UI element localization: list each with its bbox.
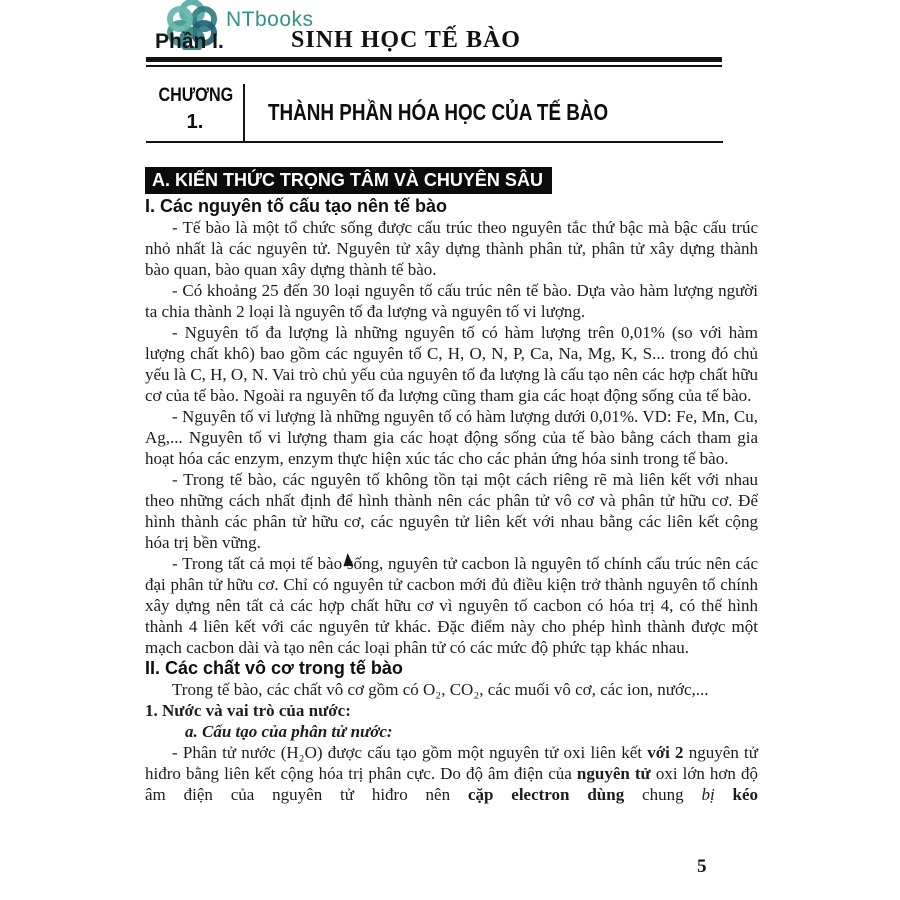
- chapter-number: 1.: [186, 111, 204, 133]
- chapter-label: [152, 85, 238, 134]
- section-a-heading: A. KIẾN THỨC TRỌNG TÂM VÀ CHUYÊN SÂU: [145, 167, 552, 194]
- cursor-artifact: [343, 553, 354, 567]
- paragraph-inorganic: Trong tế bào, các chất vô cơ gồm có O₂, CO₂, các muối vô cơ, các ion, nước,...: [172, 680, 709, 699]
- part-title: SINH HỌC TẾ BÀO: [291, 27, 521, 53]
- paragraph: - Tế bào là một tổ chức sống được cấu trúc theo nguyên tắc thứ bậc mà bậc cấu trúc nhỏ nhất là các nguyên tử. Nguyên tử xây dựng thành phân tử, phân tử xây dựng thành bào quan, bào quan xây dựng thành tế bào.: [145, 218, 758, 279]
- chapter-word: CHƯƠNG: [158, 85, 234, 106]
- chapter-divider-line: [243, 84, 245, 142]
- paragraph-water: - Phân tử nước (H₂O) được cấu tạo gồm một nguyên tử oxi liên kết với 2 nguyên tử hiđro bằng liên kết cộng hóa trị phân cực. Do độ âm điện của nguyên tử oxi lớn hơn độ âm điện của nguyên tử hiđro nên cặp electron dùng chung bị kéo: [145, 743, 759, 804]
- paragraph: - Trong tế bào, các nguyên tố không tồn tại một cách riêng rẽ mà liên kết với nhau theo những cách nhất định để hình thành nên các phân tử vô cơ và phân tử hữu cơ. Để hình thành các phân tử hữu cơ, các nguyên tử liên kết với nhau bằng các liên kết cộng hóa trị bền vững.: [145, 470, 758, 552]
- paragraph: - Có khoảng 25 đến 30 loại nguyên tố cấu trúc nên tế bào. Dựa vào hàm lượng người ta chia thành 2 loại là nguyên tố đa lượng và nguyên tố vi lượng.: [145, 281, 758, 321]
- body-text: [145, 196, 758, 805]
- page-number: 5: [697, 856, 707, 877]
- paragraph: - Trong tất cả mọi tế bào sống, nguyên tử cacbon là nguyên tố chính cấu trúc nên các đại phân tử hữu cơ. Chỉ có nguyên tử cacbon mới đủ điều kiện trở thành nguyên tố chính xây dựng nên tất cả các hợp chất hữu cơ vì nguyên tố cacbon có hóa trị 4, có thể hình thành 4 liên kết với các nguyên tử khác. Đặc điểm này cho phép hình thành được một mạch cacbon dài và tạo nên các loại phân tử có các mức độ phức tạp khác nhau.: [145, 554, 758, 657]
- heading-water: 1. Nước và vai trò của nước:: [145, 701, 351, 720]
- heading-section-2: II. Các chất vô cơ trong tế bào: [145, 658, 403, 678]
- heading-section-1: I. Các nguyên tố cấu tạo nên tế bào: [145, 196, 448, 216]
- chapter-underline: [146, 141, 723, 143]
- chapter-title: THÀNH PHẦN HÓA HỌC CỦA TẾ BÀO: [268, 99, 609, 125]
- part-label: Phần I.: [155, 30, 224, 53]
- paragraph: - Nguyên tố đa lượng là những nguyên tố có hàm lượng trên 0,01% (so với hàm lượng chất khô) bao gồm các nguyên tố C, H, O, N, P, Ca, Na, Mg, K, S... trong đó chủ yếu là C, H, O, N. Vai trò chủ yếu của nguyên tố đa lượng là cấu tạo nên các hợp chất hữu cơ của tế bào. Ngoài ra nguyên tố đa lượng cũng tham gia các hoạt động sống của tế bào.: [145, 323, 758, 405]
- paragraph: - Nguyên tố vi lượng là những nguyên tố có hàm lượng dưới 0,01%. VD: Fe, Mn, Cu, Ag,... Nguyên tố vi lượng tham gia các hoạt động sống của tế bào bằng cách tham gia hoạt hóa các enzym, enzym thực hiện xúc tác cho các phản ứng hóa sinh trong tế bào.: [145, 407, 758, 468]
- logo-text: NTbooks: [226, 8, 314, 31]
- heading-water-structure: a. Cấu tạo của phân tử nước:: [185, 722, 393, 741]
- header-double-rule: [146, 57, 722, 67]
